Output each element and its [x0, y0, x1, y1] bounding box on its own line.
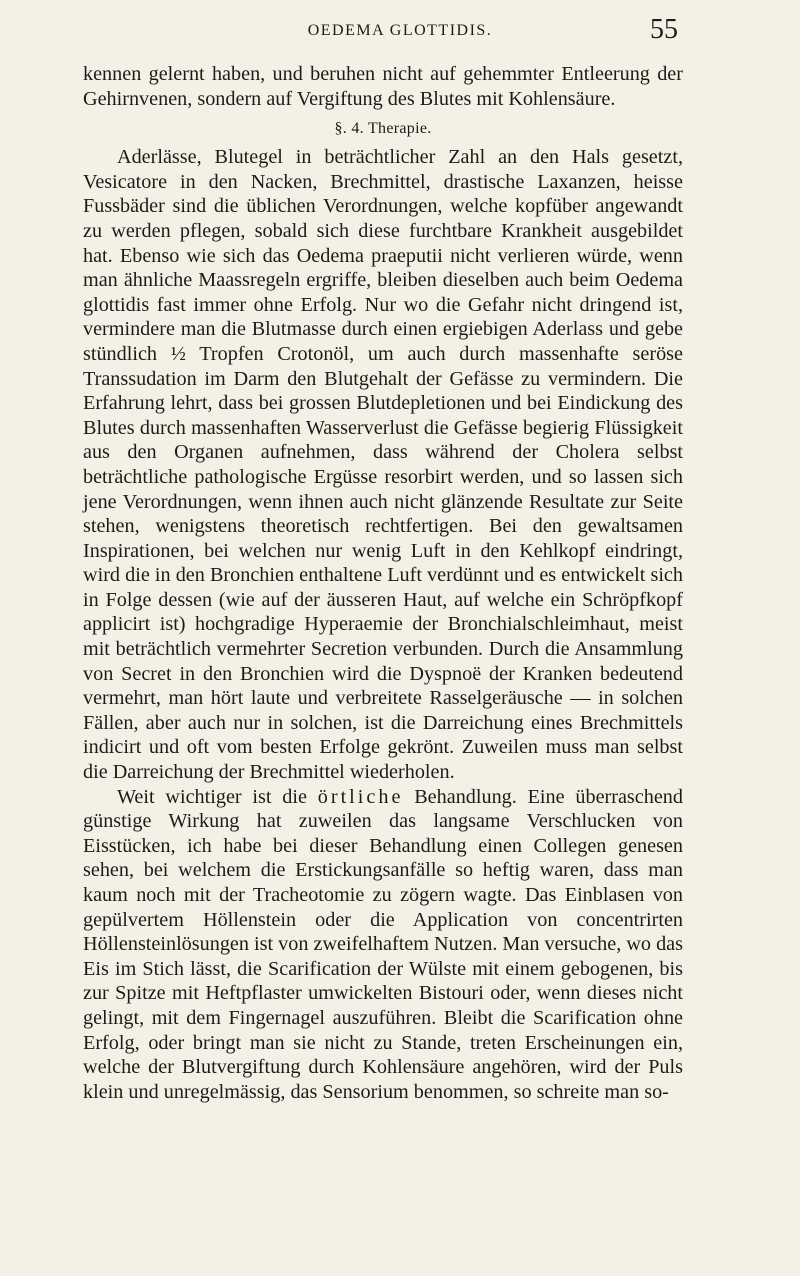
therapy-paragraph: Aderlässe, Blutegel in beträchtlicher Zahl an den Hals gesetzt, Vesicatore in den Nacken, Brechmittel, drastische Laxanzen, heisse Fussbäder sind die üblichen Verordnungen, welche kopfüber angewandt zu werden pflegen, sobald sich diese furchtbare Krankheit ausgebildet hat. Ebenso wie sich das Oedema praeputii nicht verlieren würde, wenn man ähnliche Maassregeln ergriffe, bleiben dieselben auch beim Oedema glottidis fast immer ohne Erfolg. Nur wo die Gefahr nicht dringend ist, vermindere man die Blutmasse durch einen ergiebigen Aderlass und gebe stündlich ½ Tropfen Crotonöl, um auch durch massenhafte seröse Transsudation im Darm den Blutgehalt der Gefässe zu vermindern. Die Erfahrung lehrt, dass bei grossen Blutdepletionen und bei Eindickung des Blutes durch massenhaften Wasserverlust die Gefässe begierig Flüssigkeit aus den Organen aufnehmen, dass während der Cholera selbst beträchtliche pathologische Ergüsse resorbirt werden, und so lassen sich jene Verordnungen, wenn ihnen auch nicht glänzende Resultate zur Seite stehen, wenigstens theoretisch rechtfertigen. Bei den gewaltsamen Inspirationen, bei welchen nur wenig Luft in den Kehlkopf eindringt, wird die in den Bronchien enthaltene Luft verdünnt und es entwickelt sich in Folge dessen (wie auf der äusseren Haut, auf welche ein Schröpfkopf applicirt ist) hochgradige Hyperaemie der Bronchialschleimhaut, meist mit beträchtlich vermehrter Secretion verbunden. Durch die Ansammlung von Secret in den Bronchien wird die Dyspnoë der Kranken bedeutend vermehrt, man hört laute und verbreitete Rasselgeräusche — in solchen Fällen, aber auch nur in solchen, ist die Darreichung eines Brechmittels indicirt und oft vom besten Erfolge gekrönt. Zuweilen muss man selbst die Darreichung der Brechmittel wiederholen.: [83, 146, 683, 784]
local-treatment-paragraph: [83, 785, 683, 1105]
local-treatment-lead: Weit wichtiger ist die: [117, 785, 318, 808]
running-title: OEDEMA GLOTTIDIS.: [307, 22, 493, 39]
running-header: [0, 14, 800, 50]
intro-paragraph: kennen gelernt haben, und beruhen nicht auf gehemmter Entleerung der Gehirnvenen, sondern auf Vergiftung des Blutes mit Kohlensäure.: [83, 63, 683, 110]
body-text: [83, 62, 683, 1104]
local-treatment-rest: Behandlung. Eine überraschend günstige Wirkung hat zuweilen das langsame Verschlucken von Eisstücken, ich habe bei dieser Behandlung einen Collegen genesen sehen, bei welchem die Erstickungsanfälle so heftig waren, dass man kaum noch mit der Tracheotomie zu zögern wagte. Das Einblasen von gepülvertem Höllenstein oder die Application von concentrirten Höllensteinlösungen ist von zweifelhaftem Nutzen. Man versuche, wo das Eis im Stich lässt, die Scarification der Wülste mit einem gebogenen, bis zur Spitze mit Heftpflaster umwickelten Bistouri oder, wenn dieses nicht gelingt, mit dem Fingernagel auszuführen. Bleibt die Scarification ohne Erfolg, oder bringt man sie nicht zu Stande, treten Erscheinungen ein, welche der Blutvergiftung durch Kohlensäure angehören, wird der Puls klein und unregelmässig, das Sensorium benommen, so schreite man so-: [83, 785, 683, 1103]
emphasized-word: örtliche: [317, 785, 404, 808]
section-heading: §. 4. Therapie.: [334, 120, 432, 138]
page-number: 55: [650, 14, 678, 45]
